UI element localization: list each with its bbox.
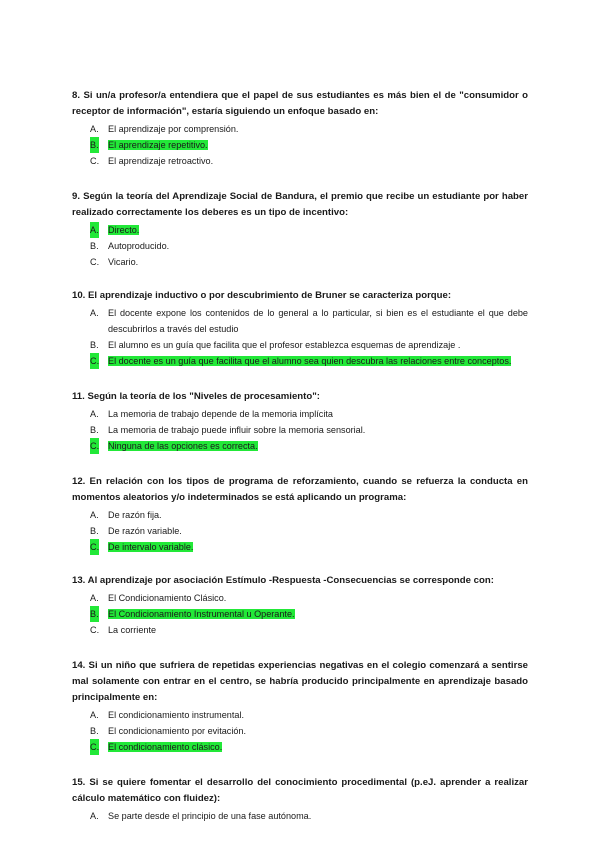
answer-option [72, 337, 528, 353]
answer-option [72, 523, 528, 539]
answer-option [72, 507, 528, 523]
answer-option-correct [72, 739, 528, 755]
answer-option [72, 723, 528, 739]
option-text: El aprendizaje repetitivo. [108, 140, 208, 150]
option-text: El docente expone los contenidos de lo general a lo particular, si bien es el estudiante el que debe descubrirlos a través del estudio [108, 308, 528, 334]
option-text: El aprendizaje retroactivo. [108, 156, 214, 166]
option-text: El aprendizaje por comprensión. [108, 124, 239, 134]
option-letter: B. [90, 137, 99, 153]
answer-option [72, 590, 528, 606]
option-letter: A. [90, 409, 99, 419]
option-letter: C. [90, 539, 99, 555]
question-block [72, 389, 528, 454]
option-text: Directo. [108, 225, 140, 235]
option-text: El Condicionamiento Instrumental u Operante. [108, 609, 295, 619]
answer-option-correct [72, 539, 528, 555]
option-text: La memoria de trabajo puede influir sobre la memoria sensorial. [108, 425, 366, 435]
question-list [72, 88, 528, 824]
answer-option-correct [72, 137, 528, 153]
option-letter: A. [90, 811, 99, 821]
answer-option-correct [72, 606, 528, 622]
option-letter: C. [90, 156, 100, 166]
option-letter: C. [90, 438, 99, 454]
option-letter: B. [90, 606, 99, 622]
question-block [72, 288, 528, 369]
answer-option [72, 707, 528, 723]
question-text: 11. Según la teoría de los "Niveles de procesamiento": [72, 391, 320, 402]
option-letter: B. [90, 340, 99, 350]
question-block [72, 88, 528, 169]
question-text: 13. Al aprendizaje por asociación Estímulo -Respuesta -Consecuencias se corresponde con: [72, 575, 494, 586]
option-text: El Condicionamiento Clásico. [108, 593, 227, 603]
answer-option [72, 406, 528, 422]
option-text: La memoria de trabajo depende de la memoria implícita [108, 409, 333, 419]
answer-options [72, 590, 528, 638]
option-letter: C. [90, 353, 99, 369]
answer-options [72, 121, 528, 169]
question-text: 12. En relación con los tipos de programa de reforzamiento, cuando se refuerza la conducta en momentos aleatorios y/o indeterminados se está aplicando un programa: [72, 476, 528, 503]
option-letter: A. [90, 308, 99, 318]
answer-option-correct [72, 438, 528, 454]
question-block [72, 474, 528, 555]
option-letter: C. [90, 257, 100, 267]
answer-options [72, 305, 528, 369]
question-text: 10. El aprendizaje inductivo o por descubrimiento de Bruner se caracteriza porque: [72, 290, 452, 301]
question-block [72, 189, 528, 270]
option-text: El condicionamiento instrumental. [108, 710, 244, 720]
option-text: Se parte desde el principio de una fase autónoma. [108, 811, 312, 821]
option-letter: B. [90, 526, 99, 536]
option-letter: B. [90, 425, 99, 435]
answer-option [72, 153, 528, 169]
option-text: Vicario. [108, 257, 139, 267]
answer-option [72, 422, 528, 438]
option-text: La corriente [108, 625, 157, 635]
answer-options [72, 222, 528, 270]
option-letter: A. [90, 593, 99, 603]
option-letter: A. [90, 222, 99, 238]
question-block [72, 573, 528, 638]
question-text: 15. Si se quiere fomentar el desarrollo del conocimiento procedimental (p.eJ. aprender a realizar cálculo matemático con fluidez): [72, 777, 528, 804]
answer-option [72, 121, 528, 137]
question-text: 9. Según la teoría del Aprendizaje Social de Bandura, el premio que recibe un estudiante por haber realizado correctamente los deberes es un tipo de incentivo: [72, 191, 528, 218]
option-text: El condicionamiento clásico. [108, 742, 223, 752]
answer-option [72, 622, 528, 638]
option-text: Autoproducido. [108, 241, 170, 251]
question-text: 8. Si un/a profesor/a entendiera que el papel de sus estudiantes es más bien el de "consumidor o receptor de información", estaría siguiendo un enfoque basado en: [72, 90, 528, 117]
option-text: Ninguna de las opciones es correcta. [108, 441, 258, 451]
option-text: El docente es un guía que facilita que el alumno sea quien descubra las relaciones entre conceptos. [108, 356, 512, 366]
option-text: El condicionamiento por evitación. [108, 726, 247, 736]
answer-option [72, 254, 528, 270]
answer-option-correct [72, 222, 528, 238]
option-letter: C. [90, 739, 99, 755]
answer-options [72, 707, 528, 755]
option-letter: C. [90, 625, 100, 635]
option-letter: B. [90, 726, 99, 736]
answer-options [72, 406, 528, 454]
answer-option [72, 808, 528, 824]
option-text: El alumno es un guía que facilita que el profesor establezca esquemas de aprendizaje . [108, 340, 461, 350]
option-letter: A. [90, 124, 99, 134]
question-text: 14. Si un niño que sufriera de repetidas experiencias negativas en el colegio comenzará a sentirse mal solamente con entrar en el centro, se habría producido principalmente en aprendizaje basado principalmente en: [72, 660, 528, 703]
question-block [72, 775, 528, 824]
option-letter: B. [90, 241, 99, 251]
answer-options [72, 808, 528, 824]
option-text: De intervalo variable. [108, 542, 194, 552]
answer-option [72, 238, 528, 254]
answer-options [72, 507, 528, 555]
question-block [72, 658, 528, 755]
option-text: De razón variable. [108, 526, 182, 536]
option-letter: A. [90, 510, 99, 520]
answer-option-correct [72, 353, 528, 369]
answer-option [72, 305, 528, 337]
option-letter: A. [90, 710, 99, 720]
option-text: De razón fija. [108, 510, 162, 520]
